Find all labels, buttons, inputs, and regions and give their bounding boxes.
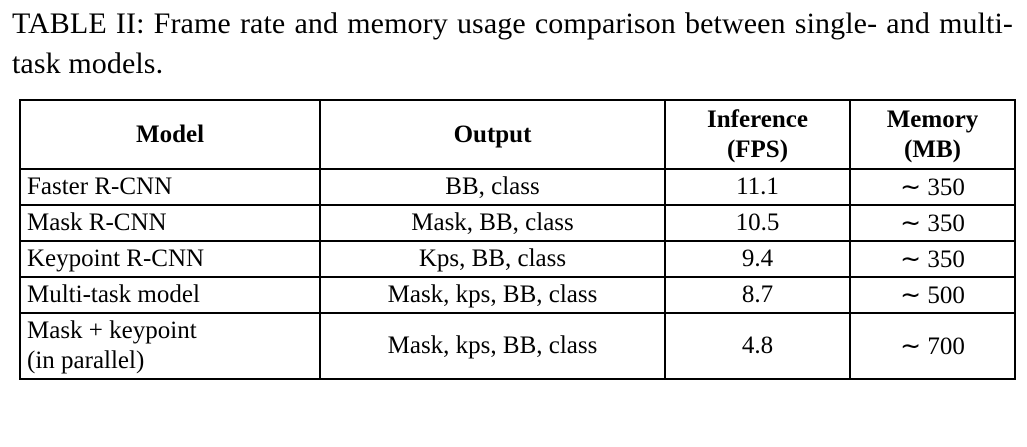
table-row bbox=[20, 205, 1015, 241]
table-row bbox=[20, 277, 1015, 313]
cell-memory: ∼ 500 bbox=[850, 277, 1015, 313]
table-row bbox=[20, 169, 1015, 205]
table-row bbox=[20, 313, 1015, 379]
cell-model bbox=[20, 313, 320, 379]
table-header-row bbox=[20, 100, 1015, 169]
cell-fps: 10.5 bbox=[665, 205, 850, 241]
cell-memory: ∼ 350 bbox=[850, 169, 1015, 205]
column-header-inference-line2: (FPS) bbox=[726, 135, 789, 163]
cell-memory: ∼ 700 bbox=[850, 313, 1015, 379]
cell-model-line1: Mask + keypoint bbox=[27, 317, 197, 345]
table-row bbox=[20, 241, 1015, 277]
column-header-output: Output bbox=[320, 100, 665, 169]
table-body bbox=[20, 169, 1015, 379]
column-header-inference-line1: Inference bbox=[707, 106, 808, 134]
cell-output: Mask, kps, BB, class bbox=[320, 313, 665, 379]
column-header-memory-mb bbox=[850, 100, 1015, 169]
cell-fps: 9.4 bbox=[665, 241, 850, 277]
table-caption: TABLE II: Frame rate and memory usage comparison between single- and multi-task models. bbox=[12, 7, 1013, 80]
cell-model: Multi-task model bbox=[20, 277, 320, 313]
column-header-memory-line2: (MB) bbox=[904, 135, 961, 163]
column-header-memory-line1: Memory bbox=[886, 106, 979, 134]
cell-fps: 8.7 bbox=[665, 277, 850, 313]
cell-output: Kps, BB, class bbox=[320, 241, 665, 277]
cell-output: Mask, kps, BB, class bbox=[320, 277, 665, 313]
column-header-model: Model bbox=[20, 100, 320, 169]
cell-output: BB, class bbox=[320, 169, 665, 205]
cell-output: Mask, BB, class bbox=[320, 205, 665, 241]
cell-model: Keypoint R-CNN bbox=[20, 241, 320, 277]
cell-memory: ∼ 350 bbox=[850, 205, 1015, 241]
cell-memory: ∼ 350 bbox=[850, 241, 1015, 277]
table-header bbox=[20, 100, 1015, 169]
cell-fps: 4.8 bbox=[665, 313, 850, 379]
cell-fps: 11.1 bbox=[665, 169, 850, 205]
cell-model-line2: (in parallel) bbox=[27, 347, 145, 375]
comparison-table bbox=[19, 99, 1016, 380]
cell-model: Mask R-CNN bbox=[20, 205, 320, 241]
column-header-inference-fps bbox=[665, 100, 850, 169]
cell-model: Faster R-CNN bbox=[20, 169, 320, 205]
